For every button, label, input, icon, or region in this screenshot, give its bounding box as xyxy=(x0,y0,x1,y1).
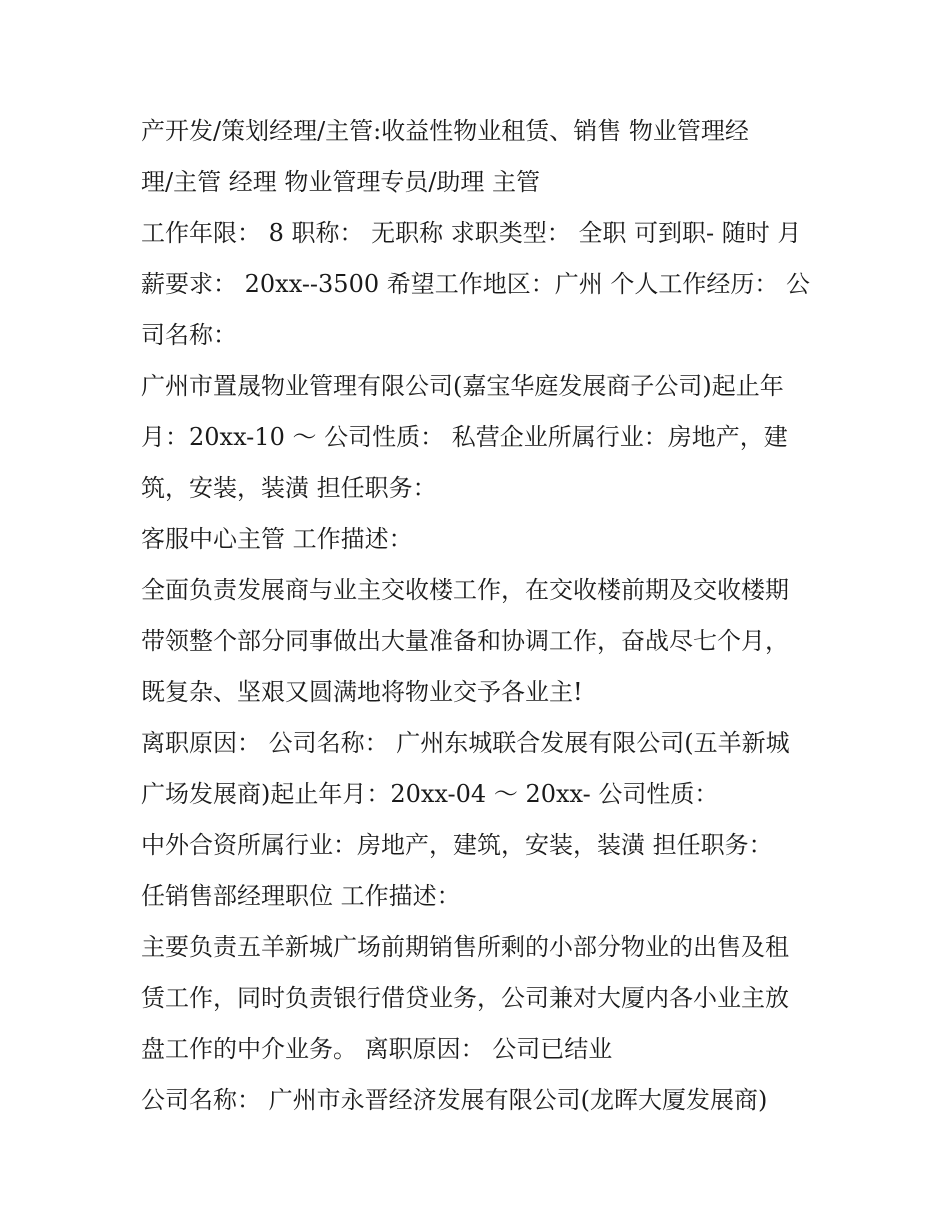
text-line-5: 司名称： xyxy=(141,321,237,349)
text-line-2: 理/主管 经理 物业管理专员/助理 主管 xyxy=(141,168,541,196)
text-line-17: 主要负责五羊新城广场前期销售所剩的小部分物业的出售及租 xyxy=(141,933,789,961)
text-line-15: 中外合资所属行业：房地产，建筑，安装，装潢 担任职务： xyxy=(141,831,773,859)
text-line-20: 公司名称： 广州市永晋经济发展有限公司(龙晖大厦发展商) xyxy=(141,1086,768,1114)
text-line-18: 赁工作，同时负责银行借贷业务，公司兼对大厦内各小业主放 xyxy=(141,984,789,1012)
text-line-12: 既复杂、坚艰又圆满地将物业交予各业主! xyxy=(141,678,583,706)
resume-body-text xyxy=(141,106,821,1126)
text-line-8: 筑，安装，装潢 担任职务： xyxy=(141,474,437,502)
text-line-3: 工作年限： 8 职称： 无职称 求职类型： 全职 可到职- 随时 月 xyxy=(141,219,802,247)
text-line-1: 产开发/策划经理/主管:收益性物业租赁、销售 物业管理经 xyxy=(141,117,749,145)
text-line-7: 月：20xx-10 ～ 公司性质： 私营企业所属行业：房地产，建 xyxy=(141,423,788,451)
text-line-14: 广场发展商)起止年月：20xx-04 ～ 20xx- 公司性质： xyxy=(141,780,719,808)
text-line-6: 广州市置晟物业管理有限公司(嘉宝华庭发展商子公司)起止年 xyxy=(141,372,784,400)
text-line-16: 任销售部经理职位 工作描述： xyxy=(141,882,461,910)
text-line-13: 离职原因： 公司名称： 广州东城联合发展有限公司(五羊新城 xyxy=(141,729,790,757)
text-line-4: 薪要求： 20xx--3500 希望工作地区：广州 个人工作经历： 公 xyxy=(141,270,810,298)
text-line-9: 客服中心主管 工作描述： xyxy=(141,525,413,553)
text-line-11: 带领整个部分同事做出大量准备和协调工作，奋战尽七个月， xyxy=(141,627,789,655)
text-line-10: 全面负责发展商与业主交收楼工作，在交收楼前期及交收楼期 xyxy=(141,576,789,604)
text-line-19: 盘工作的中介业务。 离职原因： 公司已结业 xyxy=(141,1035,613,1063)
